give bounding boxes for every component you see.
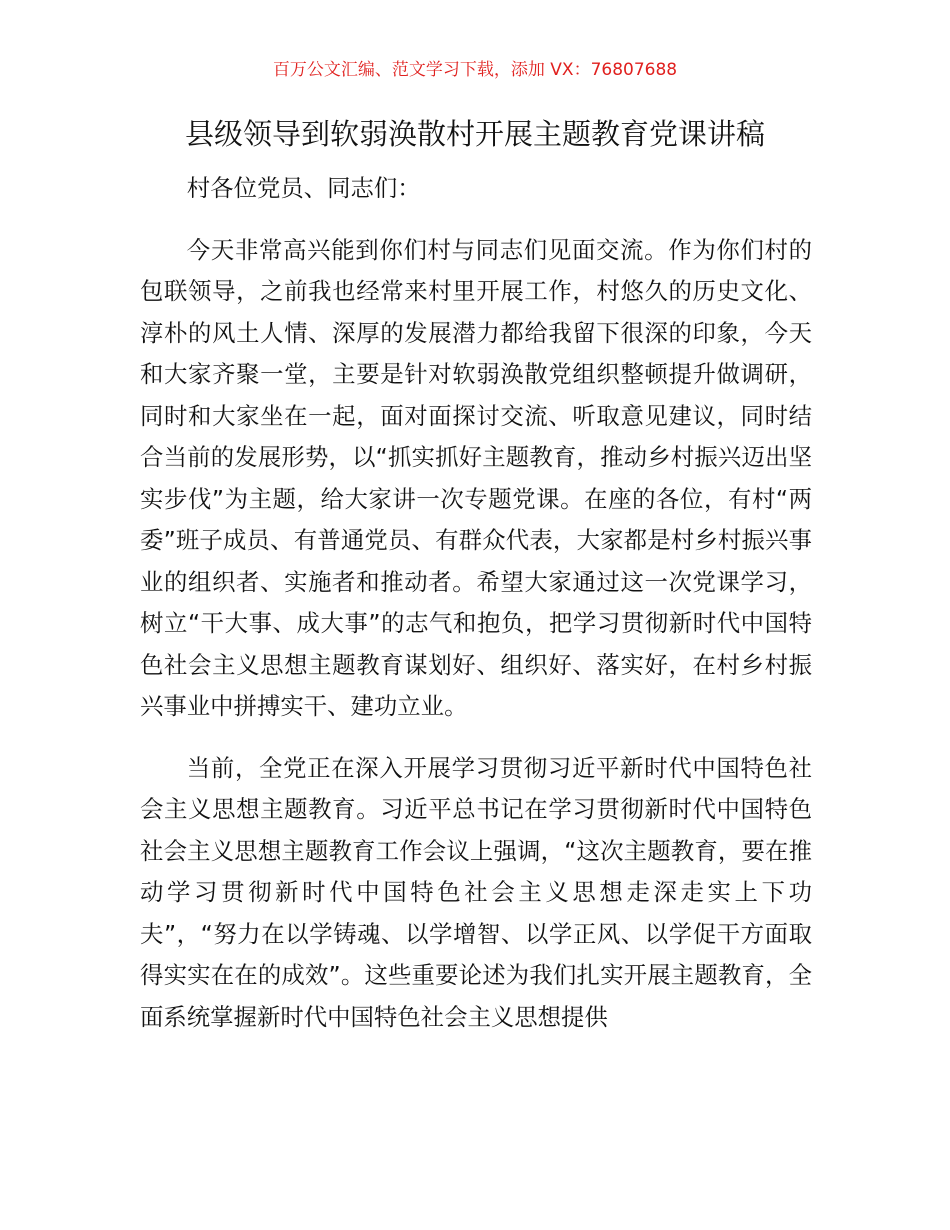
- paragraph-1: 今天非常高兴能到你们村与同志们见面交流。作为你们村的包联领导，之前我也经常来村里开展工作，村悠久的历史文化、淳朴的风土人情、深厚的发展潜力都给我留下很深的印象，今天和大家齐聚一堂，主要是针对软弱涣散党组织整顿提升做调研，同时和大家坐在一起，面对面探讨交流、听取意见建议，同时结合当前的发展形势，以“抓实抓好主题教育，推动乡村振兴迈出坚实步伐”为主题，给大家讲一次专题党课。在座的各位，有村“两委”班子成员、有普通党员、有群众代表，大家都是村乡村振兴事业的组织者、实施者和推动者。希望大家通过这一次党课学习，树立“干大事、成大事”的志气和抱负，把学习贯彻新时代中国特色社会主义思想主题教育谋划好、组织好、落实好，在村乡村振兴事业中拼搏实干、建功立业。: [140, 235, 812, 720]
- greeting-line: 村各位党员、同志们：: [186, 174, 421, 202]
- header-note: 百万公文汇编、范文学习下载，添加 VX：76807688: [272, 60, 678, 80]
- document-title: 县级领导到软弱涣散村开展主题教育党课讲稿: [184, 117, 765, 151]
- document-body: [140, 168, 812, 1058]
- paragraph-2: 当前，全党正在深入开展学习贯彻习近平新时代中国特色社会主义思想主题教育。习近平总书记在学习贯彻新时代中国特色社会主义思想主题教育工作会议上强调，“这次主题教育，要在推动学习贯彻新时代中国特色社会主义思想走深走实上下功夫”，“努力在以学铸魂、以学增智、以学正风、以学促干方面取得实实在在的成效”。这些重要论述为我们扎实开展主题教育，全面系统掌握新时代中国特色社会主义思想提供: [140, 753, 812, 1031]
